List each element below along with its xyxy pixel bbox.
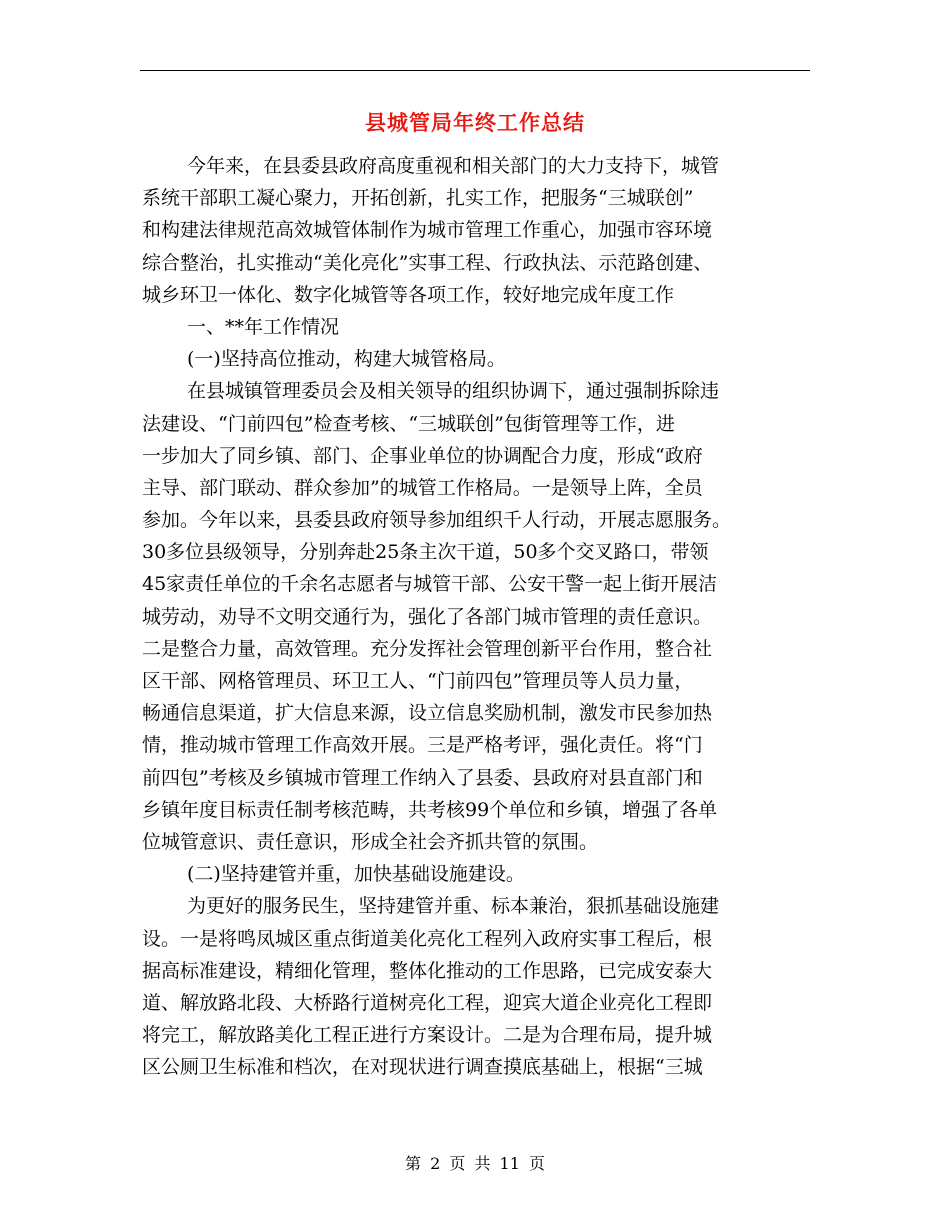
body-line: 今年来，在县委县政府高度重视和相关部门的大力支持下，城管 (187, 155, 720, 177)
body-line: 情，推动城市管理工作高效开展。三是严格考评，强化责任。将“门 (142, 734, 703, 757)
body-line: 区干部、网格管理员、环卫工人、“门前四包”管理员等人员力量， (142, 670, 694, 692)
body-line: 综合整治，扎实推动“美化亮化”实事工程、行政执法、示范路创建、 (142, 251, 713, 274)
subsection-heading: (一)坚持高位推动，构建大城管格局。 (187, 348, 506, 371)
body-line: 城乡环卫一体化、数字化城管等各项工作，较好地完成年度工作 (142, 283, 675, 306)
section-heading: 一、**年工作情况 (187, 315, 340, 338)
body-line: 乡镇年度目标责任制考核范畴，共考核99个单位和乡镇，增强了各单 (142, 798, 718, 821)
page-number: 第 2 页 共 11 页 (405, 1154, 545, 1173)
body-line: 主导、部门联动、群众参加”的城管工作格局。一是领导上阵，全员 (142, 476, 703, 499)
document-title: 县城管局年终工作总结 (365, 110, 585, 135)
body-line: 30多位县级领导，分别奔赴25条主次干道，50多个交叉路口，带领 (142, 541, 709, 564)
body-line: 和构建法律规范高效城管体制作为城市管理工作重心，加强市容环境 (142, 219, 713, 242)
body-line: 畅通信息渠道，扩大信息来源，设立信息奖励机制，激发市民参加热 (142, 702, 713, 725)
body-line: 城劳动，劝导不文明交通行为，强化了各部门城市管理的责任意识。 (142, 605, 713, 628)
body-line: 一步加大了同乡镇、部门、企事业单位的协调配合力度，形成“政府 (142, 444, 703, 467)
subsection-heading: (二)坚持建管并重，加快基础设施建设。 (187, 863, 525, 886)
body-line: 二是整合力量，高效管理。充分发挥社会管理创新平台作用，整合社 (142, 637, 713, 660)
body-line: 区公厕卫生标准和档次，在对现状进行调查摸底基础上，根据“三城 (142, 1056, 703, 1079)
body-line: 位城管意识、责任意识，形成全社会齐抓共管的氛围。 (142, 830, 599, 853)
body-line: 将完工，解放路美化工程正进行方案设计。二是为合理布局，提升城 (142, 1024, 713, 1047)
body-line: 在县城镇管理委员会及相关领导的组织协调下，通过强制拆除违 (187, 380, 720, 403)
body-line: 前四包”考核及乡镇城市管理工作纳入了县委、县政府对县直部门和 (142, 766, 703, 789)
body-line: 参加。今年以来，县委县政府领导参加组织千人行动，开展志愿服务。 (142, 509, 732, 532)
body-line: 道、解放路北段、大桥路行道树亮化工程，迎宾大道企业亮化工程即 (142, 991, 713, 1014)
body-line: 法建设、“门前四包”检查考核、“三城联创”包街管理等工作，进 (142, 412, 675, 435)
body-line: 45家责任单位的千余名志愿者与城管干部、公安干警一起上街开展洁 (142, 573, 718, 596)
body-line: 设。一是将鸣凤城区重点街道美化亮化工程列入政府实事工程后，根 (142, 927, 713, 950)
document-body (142, 150, 810, 1083)
header-rule (140, 70, 810, 71)
body-line: 据高标准建设，精细化管理，整体化推动的工作思路，已完成安泰大 (142, 959, 713, 982)
body-line: 系统干部职工凝心聚力，开拓创新，扎实工作，把服务“三城联创” (142, 187, 694, 210)
body-line: 为更好的服务民生，坚持建管并重、标本兼治，狠抓基础设施建 (187, 895, 720, 918)
